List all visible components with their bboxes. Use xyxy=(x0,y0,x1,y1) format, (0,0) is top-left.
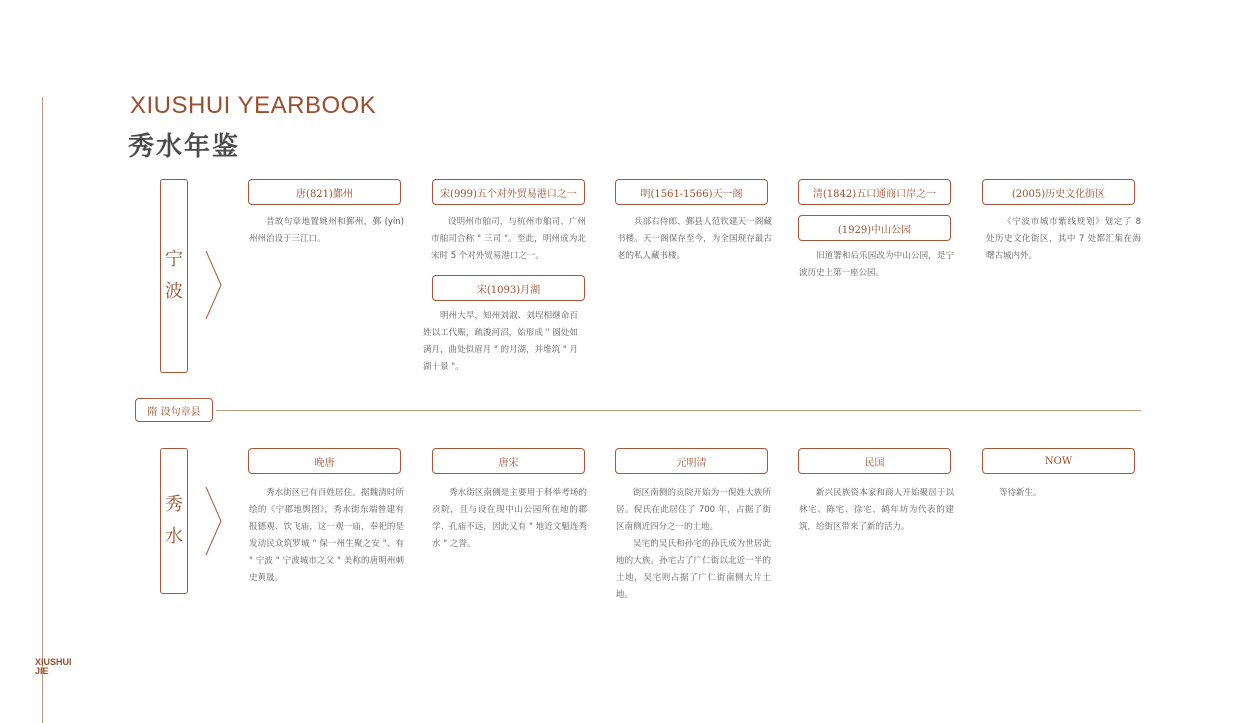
ningbo-label-1093: 宋(1093)月湖 xyxy=(432,275,585,301)
ningbo-text-1093: 明州大旱，知州刘淑、刘埕相继命百姓以工代赈，疏浚河沼，始形成 " 圆处如满月，曲处似眉月 " 的月湖，并堆筑 " 月湖十景 "。 xyxy=(423,311,578,372)
xiushui-label-yuan-ming-qing: 元明清 xyxy=(615,448,768,474)
ningbo-label-999: 宋(999)五个对外贸易港口之一 xyxy=(432,179,585,205)
ningbo-side-char-1: 宁 xyxy=(165,249,183,270)
page-title-english: XIUSHUI YEARBOOK xyxy=(130,92,377,119)
corner-logo-line2: JIE xyxy=(35,666,49,676)
corner-logo-line1: XIUSHUI xyxy=(35,657,72,667)
xiushui-text-yuan-ming-qing-2: 吴宅的吴氏和孙宅的孙氏成为世居此地的大族。孙宅占了广仁街以北近一半的土地，吴宅则占据了广仁街南侧大片土地。 xyxy=(616,539,771,600)
ningbo-side-label xyxy=(160,179,188,373)
ningbo-text-1929: 旧道署和后乐园改为中山公园，是宁波历史上第一座公园。 xyxy=(799,251,954,278)
xiushui-side-char-1: 秀 xyxy=(165,494,183,515)
ningbo-label-1929: (1929)中山公园 xyxy=(798,215,951,241)
ningbo-text-1561: 兵部右侍郎、鄞县人范钦建天一阁藏书楼。天一阁保存至今，为全国现存最古老的私人藏书楼。 xyxy=(617,217,772,261)
xiushui-side-char-2: 水 xyxy=(165,526,183,547)
ningbo-side-char-2: 波 xyxy=(165,281,183,302)
xiushui-text-yuan-ming-qing: 街区南侧的贡院开始为一倪姓大族所居。倪氏在此居住了 700 年，占据了街区南侧近四分之一的土地。 xyxy=(616,488,771,532)
ningbo-label-1561: 明(1561-1566)天一阁 xyxy=(615,179,768,205)
corner-logo xyxy=(35,658,72,676)
xiushui-label-late-tang: 晚唐 xyxy=(248,448,401,474)
xiushui-text-minguo: 新兴民族资本家和商人开始聚居于以林宅、陈宅、徐宅、鹤年坊为代表的建筑，给街区带来了新的活力。 xyxy=(799,488,954,532)
xiushui-label-minguo: 民国 xyxy=(798,448,951,474)
ningbo-text-821: 昔故句章地置姚州和鄞州，鄞 (yín)州州治设于三江口。 xyxy=(249,217,404,244)
ningbo-text-999: 设明州市舶司，与杭州市舶司、广州市舶司合称 " 三司 "。至此，明州成为北宋时 5 个对外贸易港口之一。 xyxy=(431,217,586,261)
xiushui-label-now: NOW xyxy=(982,448,1135,474)
divider-tag: 隋 设句章县 xyxy=(135,398,213,422)
chevron-right-icon xyxy=(204,486,224,556)
section-divider xyxy=(216,410,1141,411)
ningbo-label-821: 唐(821)鄞州 xyxy=(248,179,401,205)
xiushui-text-tang-song: 秀水街区南侧是主要用于科举考场的贡院，且与设在现中山公园所在地的郡学、孔庙不远，因此又有 " 地近文魁连秀水 " 之誉。 xyxy=(432,488,587,549)
xiushui-text-now: 等待新生。 xyxy=(999,488,1042,498)
xiushui-label-tang-song: 唐宋 xyxy=(432,448,585,474)
left-vertical-rule xyxy=(42,97,43,723)
ningbo-text-2005: 《宁波市城市紫线规划》划定了 8 处历史文化街区，其中 7 处都汇集在海曙古城内外。 xyxy=(986,217,1141,261)
chevron-right-icon xyxy=(204,250,224,320)
ningbo-label-1842: 清(1842)五口通商口岸之一 xyxy=(798,179,951,205)
ningbo-label-2005: (2005)历史文化街区 xyxy=(982,179,1135,205)
page-title-chinese: 秀水年鉴 xyxy=(128,132,241,162)
xiushui-text-late-tang: 秀水街区已有百姓居住。据魏清时所绘的《宁郡地舆图》，秀水街东端曾建有报德观、饮飞庙，这一观一庙，奉祀的是发动民众筑罗城 " 保一州生聚之安 "、有 " 宁波 " 宁波城市之父 " 美称的唐明州刺史黄晟。 xyxy=(249,488,404,583)
xiushui-side-label xyxy=(160,448,188,594)
